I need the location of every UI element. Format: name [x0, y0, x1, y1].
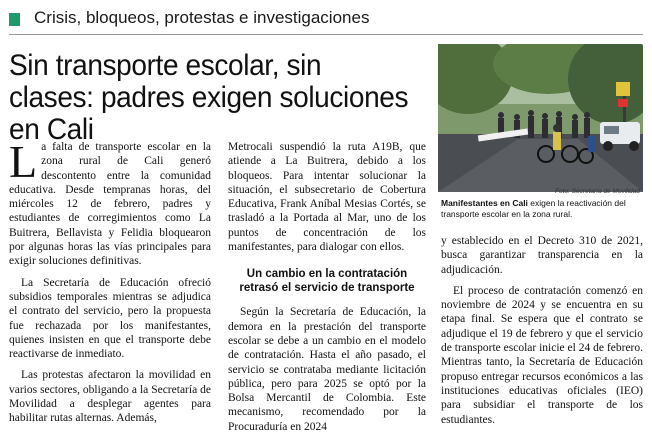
- paragraph: Las protestas afectaron la movilidad en varios sectores, obligando a la Secretaría de Movilidad a desplegar agentes para habilitar rutas alternas. Además,: [9, 369, 211, 425]
- paragraph: El proceso de contratación comenzó en noviembre de 2024 y se encuentra en su etapa final. Se espera que el contrato se adjudique el 19 de febrero y que el servicio de transporte escolar inicie el 24 de febrero. Mientras tanto, la Secretaría de Educación propuso entregar recursos económicos a las instituciones educativas oficiales (IEO) para subsidiar el transporte de los estudiantes.: [441, 284, 643, 426]
- header-rule: [9, 34, 643, 35]
- drop-cap: L: [9, 136, 38, 187]
- paragraph-text: a falta de transporte escolar en la zona rural de Cali generó descontento entre la comunidad educativa. Desde tempranas horas, del miércoles 12 de febrero, padres y estudiantes de corregimientos como La Buitrera, Bellavista y Felidia bloquearon por algunas horas las vías principales para exigir soluciones definitivas.: [9, 141, 211, 268]
- paragraph: Metrocali suspendió la ruta A19B, que atiende a La Buitrera, debido a los bloqueos. Para intentar solucionar la situación, el subsecretario de Cobertura Educativa, Frank Aníbal Mesias Cortés, se trasladó a la Portada al Mar, uno de los puntos de concentración de los manifestantes, para dialogar con ellos.: [228, 141, 426, 254]
- section-marker: [9, 13, 20, 26]
- article-column-2: [228, 140, 426, 434]
- article-photo: [438, 44, 643, 192]
- article-column-1: [9, 136, 211, 426]
- paragraph: [9, 136, 211, 269]
- protest-scene-image: [438, 44, 643, 192]
- caption-lead: Manifestantes en Cali: [441, 198, 528, 208]
- article-column-3: [441, 234, 643, 427]
- photo-credit: Foto: Secretaría de Movilidad: [555, 188, 640, 195]
- paragraph: Según la Secretaría de Educación, la demora en la prestación del transporte escolar se debe a un cambio en el modelo de contratación. Hasta el año pasado, el servicio se contrataba mediante licitación pública, pero para 2025 se optó por la Bolsa Mercantil de Colombia. Este mecanismo, recomendado por la Procuraduría en 2024: [228, 306, 426, 433]
- photo-caption: [441, 198, 643, 220]
- section-kicker: Crisis, bloqueos, protestas e investigaciones: [34, 8, 370, 27]
- caption-text: exigen la reactivación del transporte escolar en la zona rural.: [441, 198, 626, 219]
- article-headline: Sin transporte escolar, sin clases: padres exigen soluciones en Cali: [9, 49, 409, 146]
- paragraph: y establecido en el Decreto 310 de 2021, busca garantizar transparencia en la adjudicación.: [441, 235, 643, 276]
- paragraph: La Secretaría de Educación ofreció subsidios temporales mientras se adjudica el contrato del servicio, pero la propuesta fue rechazada por los manifestantes, quienes insisten en que el transporte debe reactivarse de inmediato.: [9, 276, 211, 361]
- article-subhead: Un cambio en la contratación retrasó el servicio de transporte: [239, 268, 415, 295]
